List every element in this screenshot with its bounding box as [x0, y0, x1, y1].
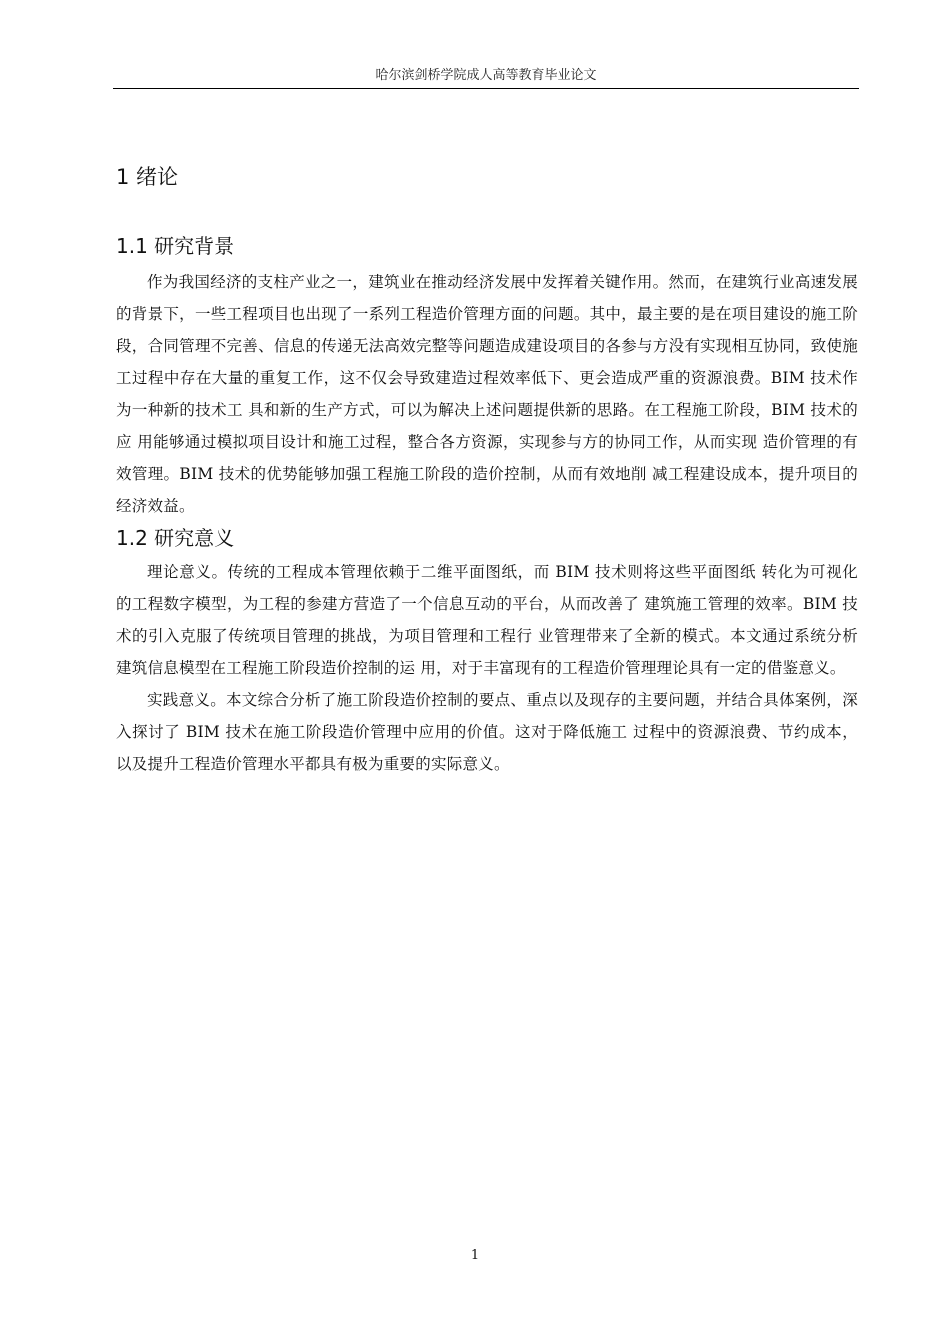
- header-divider: [113, 88, 859, 89]
- practical-significance-paragraph: 实践意义。本文综合分析了施工阶段造价控制的要点、重点以及现存的主要问题，并结合具体案例，深入探讨了 BIM 技术在施工阶段造价管理中应用的价值。这对于降低施工 过程中的资源浪费、节约成本，以及提升工程造价管理水平都具有极为重要的实际意义。: [116, 691, 858, 773]
- chapter-title: 1 绪论: [116, 165, 179, 189]
- background-paragraph: 作为我国经济的支柱产业之一，建筑业在推动经济发展中发挥着关键作用。然而，在建筑行业高速发展的背景下，一些工程项目也出现了一系列工程造价管理方面的问题。其中，最主要的是在项目建设的施工阶段，合同管理不完善、信息的传递无法高效完整等问题造成建设项目的各参与方没有实现相互协同，致使施工过程中存在大量的重复工作，这不仅会导致建造过程效率低下、更会造成严重的资源浪费。BIM 技术作为一种新的技术工 具和新的生产方式，可以为解决上述问题提供新的思路。在工程施工阶段，BIM 技术的应 用能够通过模拟项目设计和施工过程，整合各方资源，实现参与方的协同工作，从而实现 造价管理的有效管理。BIM 技术的优势能够加强工程施工阶段的造价控制，从而有效地削 减工程建设成本，提升项目的经济效益。: [116, 273, 858, 515]
- theoretical-significance-paragraph: 理论意义。传统的工程成本管理依赖于二维平面图纸，而 BIM 技术则将这些平面图纸 转化为可视化的工程数字模型，为工程的参建方营造了一个信息互动的平台，从而改善了 建筑施工管理的效率。BIM 技术的引入克服了传统项目管理的挑战，为项目管理和工程行 业管理带来了全新的模式。本文通过系统分析建筑信息模型在工程施工阶段造价控制的运 用，对于丰富现有的工程造价管理理论具有一定的借鉴意义。: [116, 563, 858, 677]
- page-body: [116, 160, 858, 780]
- running-header: 哈尔滨剑桥学院成人高等教育毕业论文: [375, 68, 597, 83]
- page-number: 1: [470, 1248, 480, 1263]
- section-title-significance: 1.2 研究意义: [116, 526, 235, 550]
- section-title-background: 1.1 研究背景: [116, 234, 235, 258]
